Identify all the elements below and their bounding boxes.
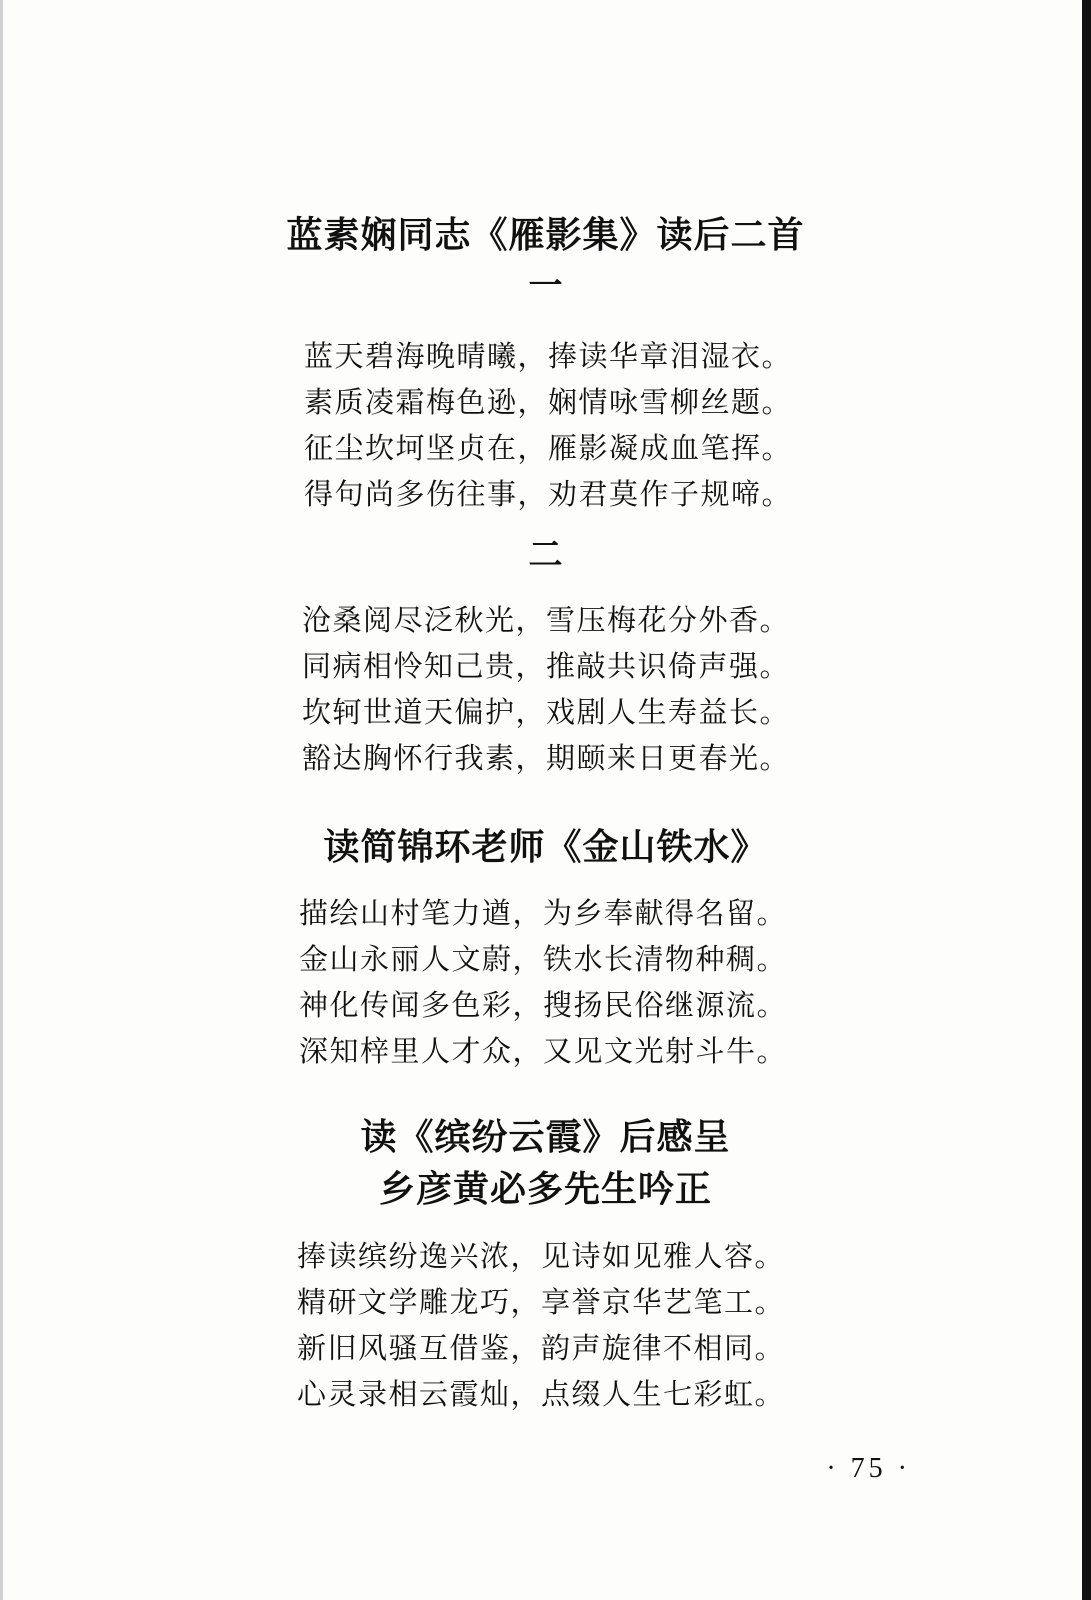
poem-line: 沧桑阅尽泛秋光，雪压梅花分外香。: [302, 603, 791, 637]
poem-title: 读简锦环老师《金山铁水》: [323, 827, 768, 868]
poem-line: 豁达胸怀行我素，期颐来日更春光。: [302, 741, 791, 775]
poem-line: 描绘山村笔力遒，为乡奉献得名留。: [299, 896, 788, 930]
poem-stanza: [299, 890, 787, 1074]
poem-stanza: [302, 597, 790, 781]
poem-line: 征尘坎坷坚贞在，雁影凝成血笔挥。: [304, 431, 793, 465]
poem-title-line: 乡彦黄必多先生吟正: [378, 1169, 712, 1210]
poem-line: 素质凌霜梅色逊，娴情咏雪柳丝题。: [304, 385, 793, 419]
poem-title-line: 读《缤纷云霞》后感呈: [360, 1117, 731, 1158]
poem-line: 精研文学雕龙巧，享誉京华艺笔工。: [297, 1285, 786, 1319]
poem-line: 心灵录相云霞灿，点缀人生七彩虹。: [297, 1377, 786, 1411]
poem-stanza: [297, 1233, 785, 1417]
poem-line: 神化传闻多色彩，搜扬民俗继源流。: [299, 988, 788, 1022]
page-number: · 75 ·: [826, 1453, 911, 1484]
poem-title: 蓝素娴同志《雁影集》读后二首: [286, 215, 805, 256]
poem-line: 捧读缤纷逸兴浓，见诗如见雅人容。: [297, 1239, 786, 1273]
poem-line: 金山永丽人文蔚，铁水长清物种稠。: [299, 942, 788, 976]
poem-line: 坎轲世道天偏护，戏剧人生寿益长。: [302, 695, 791, 729]
poem-line: 新旧风骚互借鉴，韵声旋律不相同。: [297, 1331, 786, 1365]
poem-line: 得句尚多伤往事，劝君莫作子规啼。: [304, 477, 793, 511]
part-numeral: 一: [528, 266, 563, 306]
part-numeral: 二: [528, 535, 563, 575]
poem-line: 蓝天碧海晚晴曦，捧读华章泪湿衣。: [304, 339, 793, 373]
poem-line: 深知梓里人才众，又见文光射斗牛。: [299, 1034, 788, 1068]
poem-line: 同病相怜知己贵，推敲共识倚声强。: [302, 649, 791, 683]
poem-stanza: [304, 333, 792, 517]
